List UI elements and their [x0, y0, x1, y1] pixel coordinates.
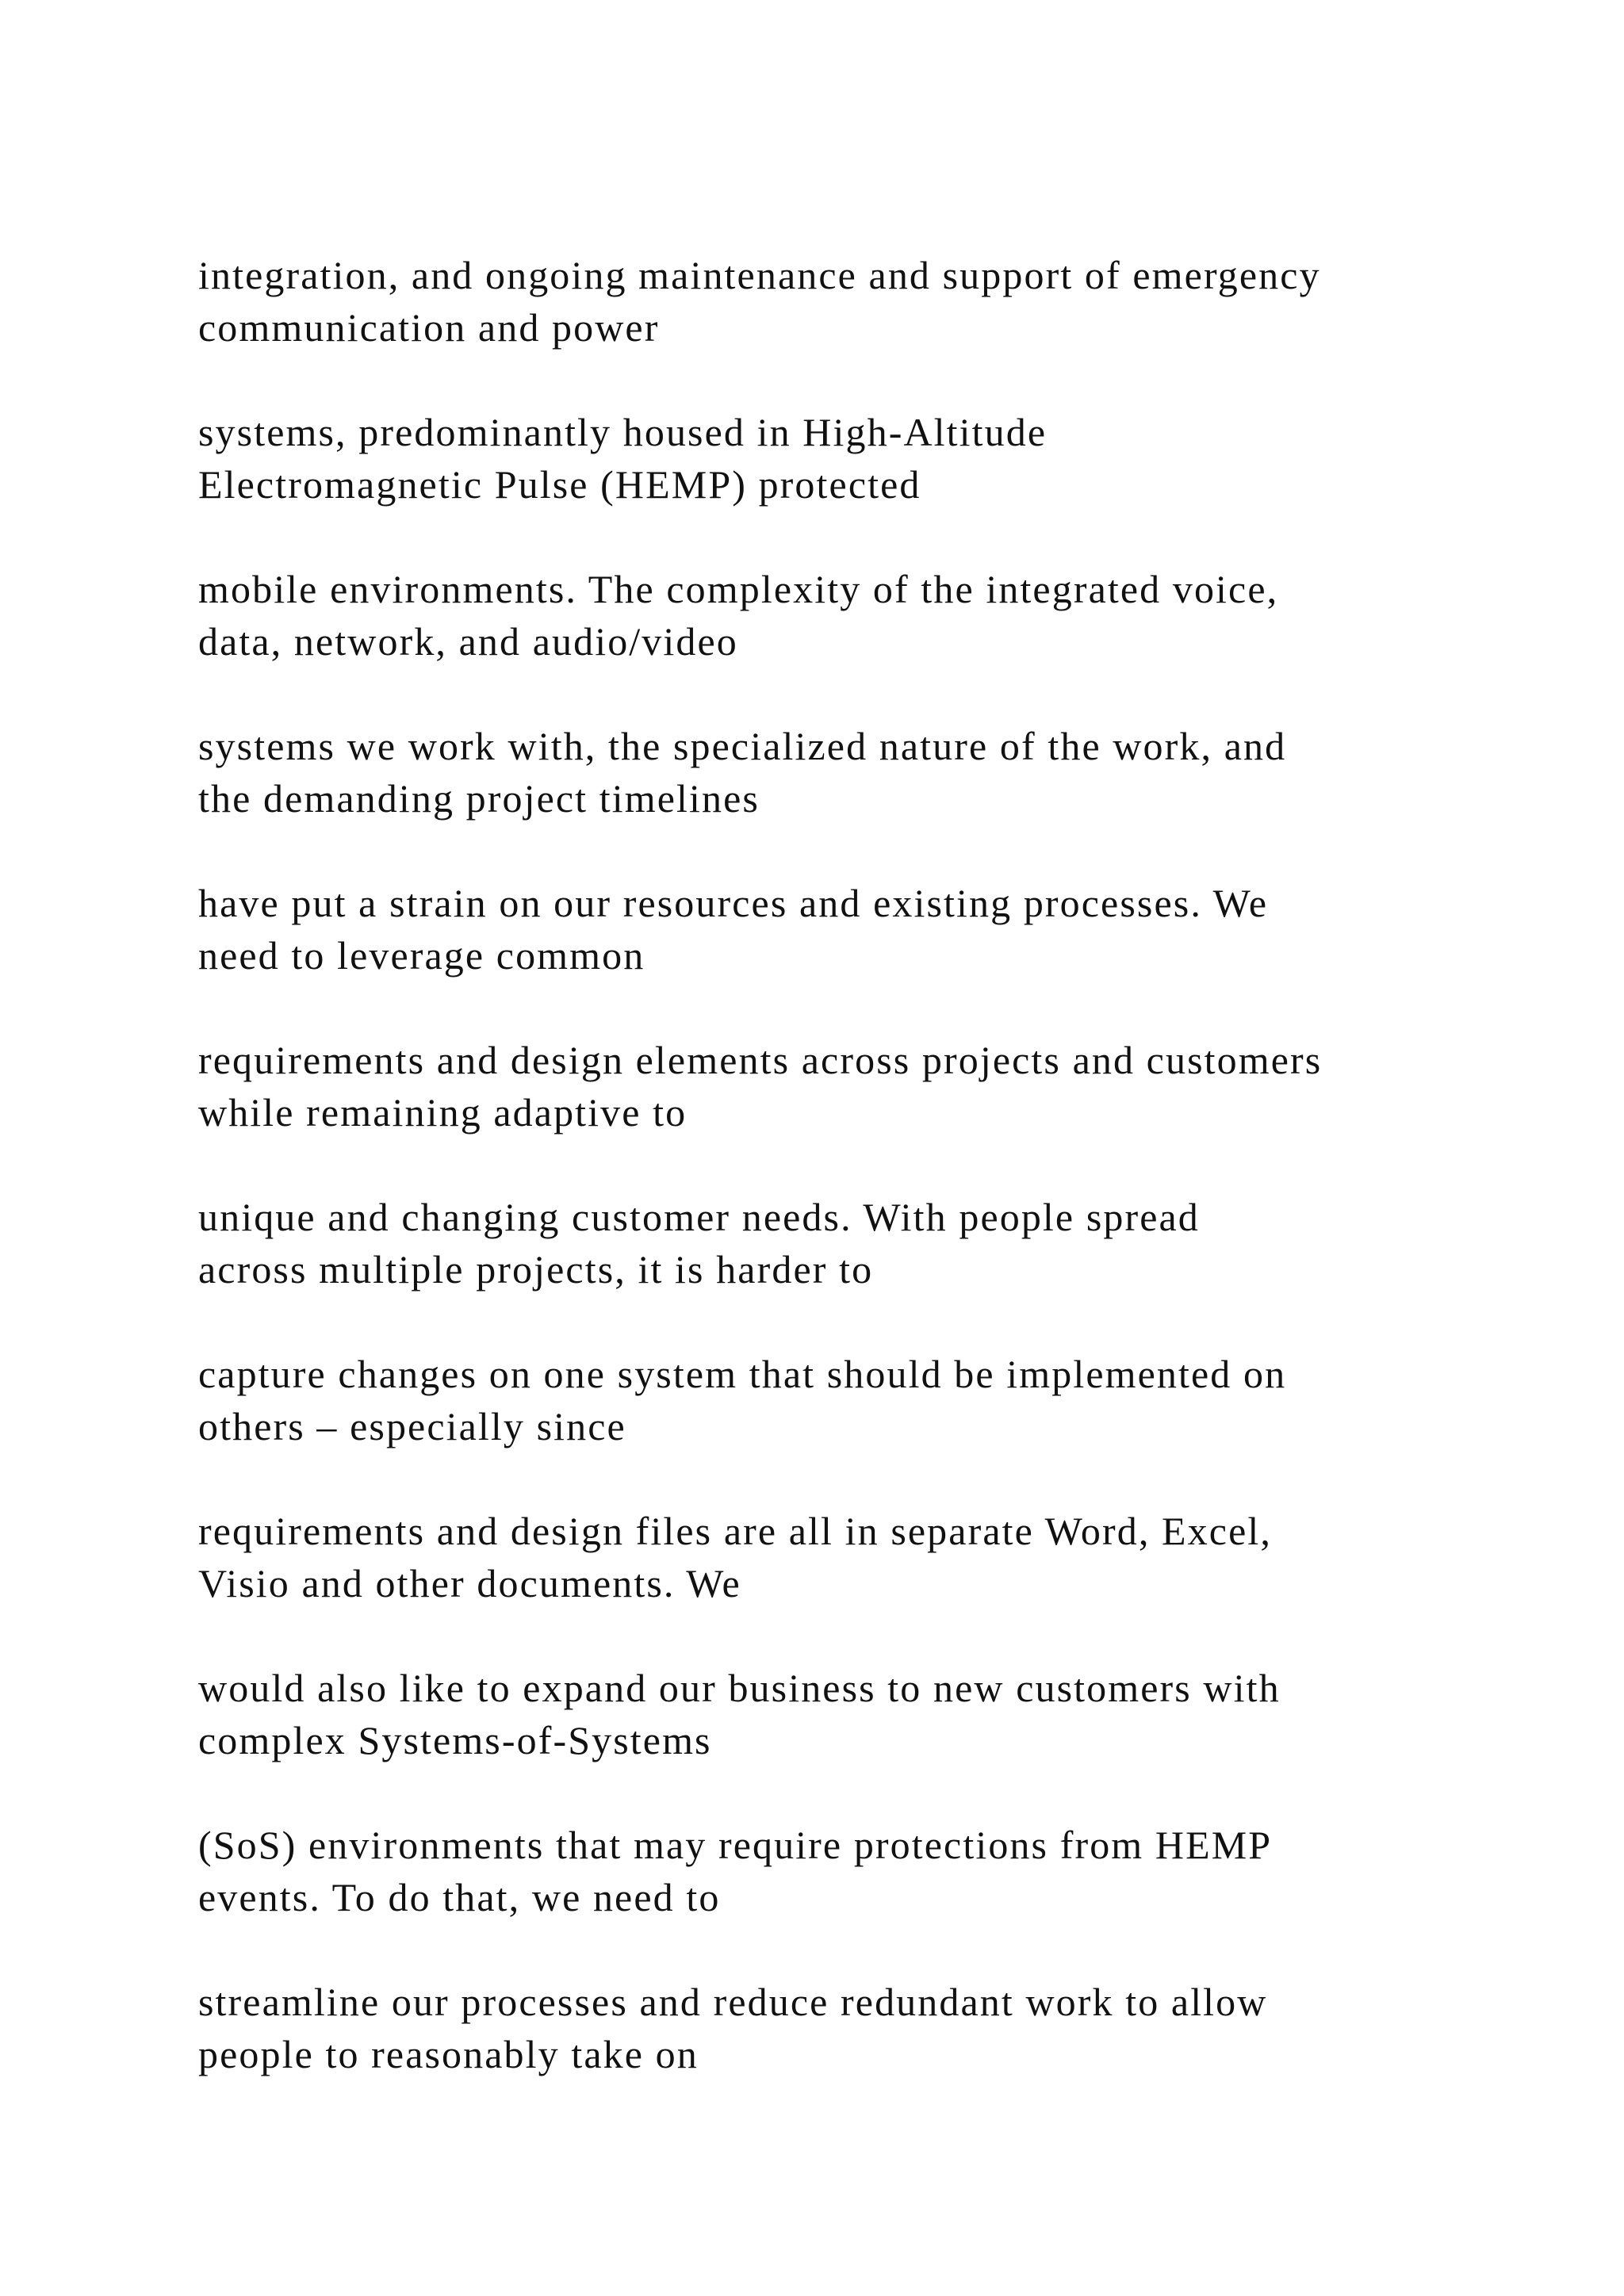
- text-line: streamline our processes and reduce redundant work to allow: [198, 1980, 1268, 2024]
- paragraph: [198, 1819, 1499, 1923]
- text-line: the demanding project timelines: [198, 776, 760, 821]
- paragraph: [198, 563, 1499, 668]
- text-line: while remaining adaptive to: [198, 1090, 688, 1135]
- text-line: systems we work with, the specialized nature of the work, and: [198, 724, 1287, 768]
- text-line: need to leverage common: [198, 933, 645, 978]
- paragraph: [198, 1191, 1499, 1295]
- text-line: would also like to expand our business to new customers with: [198, 1666, 1281, 1710]
- text-line: Electromagnetic Pulse (HEMP) protected: [198, 462, 921, 507]
- text-line: across multiple projects, it is harder to: [198, 1247, 874, 1292]
- text-line: requirements and design elements across projects and customers: [198, 1038, 1323, 1082]
- paragraph: [198, 249, 1499, 354]
- paragraph: [198, 877, 1499, 982]
- paragraph: [198, 720, 1499, 825]
- text-line: communication and power: [198, 305, 660, 350]
- text-line: (SoS) environments that may require protections from HEMP: [198, 1823, 1273, 1867]
- text-line: systems, predominantly housed in High-Altitude: [198, 410, 1048, 454]
- text-line: complex Systems-of-Systems: [198, 1718, 712, 1762]
- text-line: unique and changing customer needs. With people spread: [198, 1195, 1200, 1239]
- paragraph: [198, 1976, 1499, 2080]
- text-line: capture changes on one system that should be implemented on: [198, 1352, 1287, 1396]
- text-line: have put a strain on our resources and existing processes. We: [198, 881, 1269, 925]
- text-line: others – especially since: [198, 1404, 626, 1448]
- text-line: requirements and design files are all in separate Word, Excel,: [198, 1509, 1272, 1553]
- text-line: integration, and ongoing maintenance and support of emergency: [198, 253, 1321, 297]
- document-body: [198, 249, 1499, 2133]
- paragraph: [198, 1505, 1499, 1609]
- paragraph: [198, 406, 1499, 511]
- text-line: people to reasonably take on: [198, 2032, 699, 2076]
- text-line: mobile environments. The complexity of the integrated voice,: [198, 567, 1279, 611]
- text-line: data, network, and audio/video: [198, 619, 738, 664]
- paragraph: [198, 1348, 1499, 1452]
- paragraph: [198, 1034, 1499, 1138]
- text-line: events. To do that, we need to: [198, 1875, 721, 1919]
- paragraph: [198, 1662, 1499, 1766]
- text-line: Visio and other documents. We: [198, 1561, 741, 1605]
